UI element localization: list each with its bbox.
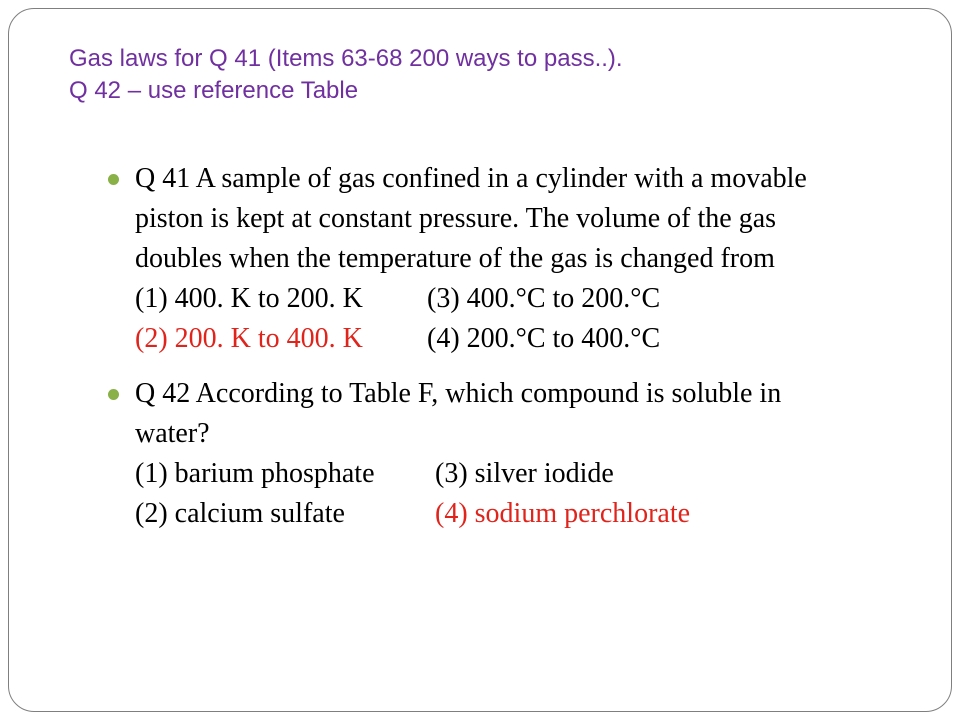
question-41-line-1: Q 41 A sample of gas confined in a cylinder with a movable — [135, 163, 807, 194]
question-42-option-3: (3) silver iodide — [435, 458, 614, 489]
question-42-line-2: water? — [135, 418, 210, 449]
question-41 — [108, 159, 898, 359]
question-41-line-3: doubles when the temperature of the gas is changed from — [135, 243, 775, 274]
question-41-options-row-1 — [135, 279, 898, 319]
bullet-icon — [108, 174, 119, 185]
question-42-line-1: Q 42 According to Table F, which compound is soluble in — [135, 378, 782, 409]
slide-title-line-2: Q 42 – use reference Table — [69, 77, 359, 104]
slide-title-line-1: Gas laws for Q 41 (Items 63-68 200 ways to pass..). — [69, 45, 623, 72]
question-41-options-row-2 — [135, 319, 898, 359]
question-42 — [108, 374, 898, 534]
question-42-option-4-correct: (4) sodium perchlorate — [435, 498, 691, 529]
bullet-icon — [108, 389, 119, 400]
question-41-option-1: (1) 400. K to 200. K — [135, 283, 363, 314]
question-41-option-4: (4) 200.°C to 400.°C — [427, 323, 661, 354]
question-42-option-1: (1) barium phosphate — [135, 458, 375, 489]
question-41-option-2-correct: (2) 200. K to 400. K — [135, 323, 363, 354]
question-41-list — [108, 159, 898, 359]
question-42-list — [108, 374, 898, 534]
question-42-option-2: (2) calcium sulfate — [135, 498, 345, 529]
question-42-options-row-1 — [135, 454, 898, 494]
slide-title — [69, 43, 929, 107]
question-41-option-3: (3) 400.°C to 200.°C — [427, 283, 661, 314]
question-41-line-2: piston is kept at constant pressure. The volume of the gas — [135, 203, 777, 234]
slide-frame — [8, 8, 952, 712]
question-42-options-row-2 — [135, 494, 898, 534]
